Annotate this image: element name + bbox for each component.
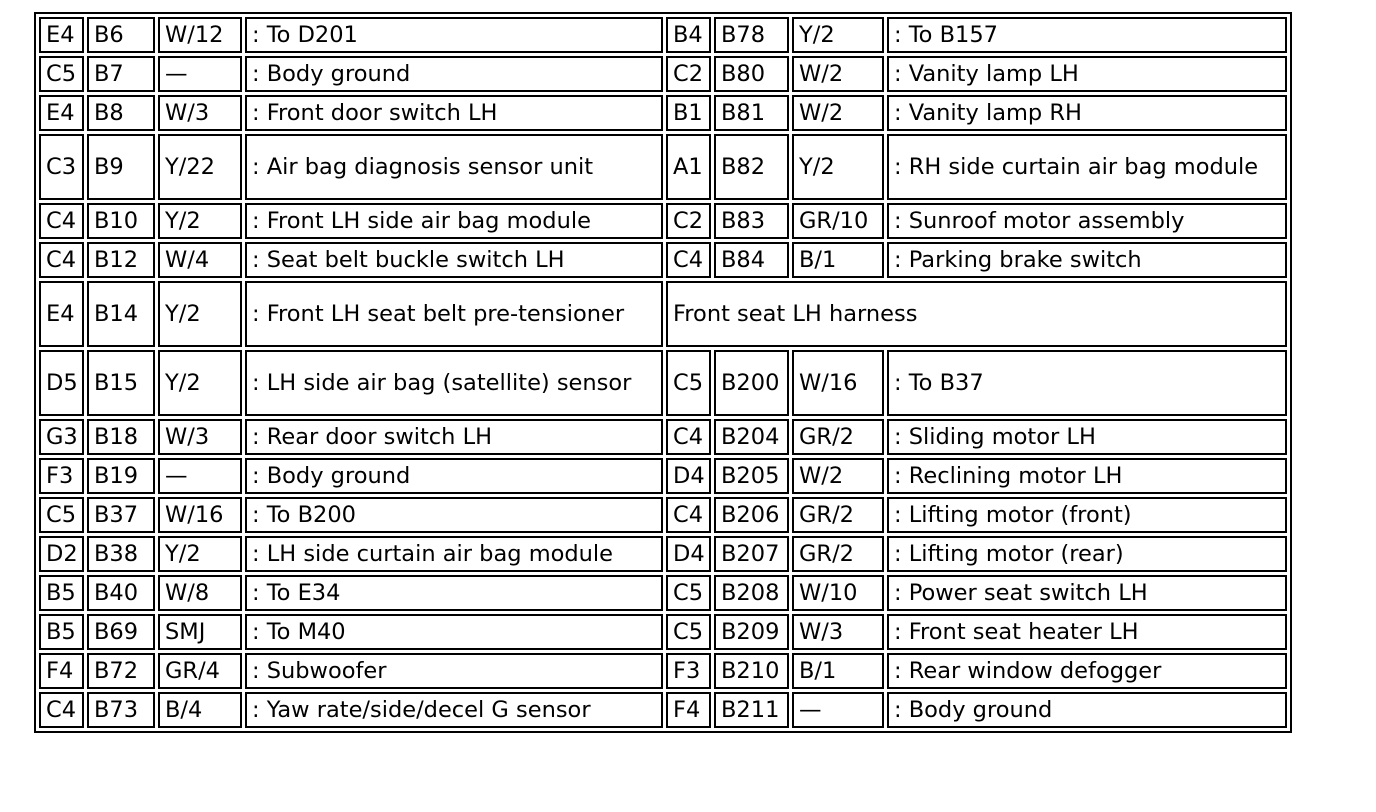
- wire-spec: Y/2: [792, 17, 884, 53]
- grid-location: D5: [39, 350, 84, 416]
- connector-description: : Sunroof motor assembly: [887, 203, 1287, 239]
- connector-id: B18: [87, 419, 155, 455]
- connector-id: B69: [87, 614, 155, 650]
- connector-id: B82: [714, 134, 789, 200]
- connector-description: : Yaw rate/side/decel G sensor: [245, 692, 663, 728]
- table-row: [39, 692, 1287, 728]
- connector-description: : LH side curtain air bag module: [245, 536, 663, 572]
- connector-id: B73: [87, 692, 155, 728]
- connector-id: B83: [714, 203, 789, 239]
- grid-location: C5: [666, 614, 711, 650]
- connector-description: : Front LH side air bag module: [245, 203, 663, 239]
- wire-spec: W/3: [158, 95, 242, 131]
- connector-description: : Body ground: [887, 692, 1287, 728]
- grid-location: C4: [39, 692, 84, 728]
- connector-id: B81: [714, 95, 789, 131]
- wire-spec: W/12: [158, 17, 242, 53]
- grid-location: E4: [39, 281, 84, 347]
- grid-location: D2: [39, 536, 84, 572]
- connector-id: B40: [87, 575, 155, 611]
- grid-location: A1: [666, 134, 711, 200]
- grid-location: B5: [39, 575, 84, 611]
- connector-description: : Air bag diagnosis sensor unit: [245, 134, 663, 200]
- connector-id: B200: [714, 350, 789, 416]
- grid-location: E4: [39, 17, 84, 53]
- connector-table: [34, 12, 1292, 733]
- grid-location: C5: [39, 497, 84, 533]
- connector-description: : To B157: [887, 17, 1287, 53]
- wire-spec: W/3: [158, 419, 242, 455]
- grid-location: D4: [666, 536, 711, 572]
- connector-id: B15: [87, 350, 155, 416]
- table-row: [39, 653, 1287, 689]
- table-row: [39, 614, 1287, 650]
- grid-location: C5: [39, 56, 84, 92]
- grid-location: C4: [39, 242, 84, 278]
- wire-spec: W/8: [158, 575, 242, 611]
- connector-description: : Sliding motor LH: [887, 419, 1287, 455]
- grid-location: F3: [666, 653, 711, 689]
- wire-spec: GR/2: [792, 419, 884, 455]
- wire-spec: B/1: [792, 653, 884, 689]
- table-row: [39, 458, 1287, 494]
- grid-location: G3: [39, 419, 84, 455]
- wire-spec: W/4: [158, 242, 242, 278]
- wire-spec: W/2: [792, 95, 884, 131]
- connector-id: B209: [714, 614, 789, 650]
- table-row: [39, 134, 1287, 200]
- wire-spec: W/10: [792, 575, 884, 611]
- connector-description: : Reclining motor LH: [887, 458, 1287, 494]
- connector-description: : LH side air bag (satellite) sensor: [245, 350, 663, 416]
- table-row: [39, 497, 1287, 533]
- connector-description: : Parking brake switch: [887, 242, 1287, 278]
- connector-description: : Vanity lamp RH: [887, 95, 1287, 131]
- connector-description: : Body ground: [245, 56, 663, 92]
- connector-description: : Body ground: [245, 458, 663, 494]
- connector-id: B210: [714, 653, 789, 689]
- connector-id: B7: [87, 56, 155, 92]
- connector-description: : Lifting motor (rear): [887, 536, 1287, 572]
- connector-description: : Power seat switch LH: [887, 575, 1287, 611]
- table-row: [39, 281, 1287, 347]
- grid-location: C5: [666, 350, 711, 416]
- connector-description: : Rear window defogger: [887, 653, 1287, 689]
- grid-location: C2: [666, 56, 711, 92]
- table-row: [39, 419, 1287, 455]
- connector-description: : To D201: [245, 17, 663, 53]
- wire-spec: B/4: [158, 692, 242, 728]
- table-row: [39, 17, 1287, 53]
- connector-description: : Subwoofer: [245, 653, 663, 689]
- connector-id: B205: [714, 458, 789, 494]
- wire-spec: GR/2: [792, 497, 884, 533]
- connector-description: : To E34: [245, 575, 663, 611]
- table-row: [39, 203, 1287, 239]
- connector-id: B10: [87, 203, 155, 239]
- grid-location: C5: [666, 575, 711, 611]
- connector-description: : Seat belt buckle switch LH: [245, 242, 663, 278]
- table-row: [39, 242, 1287, 278]
- grid-location: B5: [39, 614, 84, 650]
- table-row: [39, 350, 1287, 416]
- grid-location: E4: [39, 95, 84, 131]
- grid-location: F4: [39, 653, 84, 689]
- connector-id: B211: [714, 692, 789, 728]
- connector-description: : Front seat heater LH: [887, 614, 1287, 650]
- connector-description: : To B37: [887, 350, 1287, 416]
- grid-location: C4: [666, 242, 711, 278]
- wire-spec: B/1: [792, 242, 884, 278]
- grid-location: C2: [666, 203, 711, 239]
- wire-spec: GR/10: [792, 203, 884, 239]
- wire-spec: Y/2: [158, 203, 242, 239]
- connector-id: B78: [714, 17, 789, 53]
- grid-location: F3: [39, 458, 84, 494]
- connector-id: B38: [87, 536, 155, 572]
- harness-section-header: Front seat LH harness: [666, 281, 1287, 347]
- connector-id: B72: [87, 653, 155, 689]
- wire-spec: W/2: [792, 458, 884, 494]
- table-row: [39, 575, 1287, 611]
- connector-table-wrapper: [34, 12, 1292, 733]
- connector-description: : Rear door switch LH: [245, 419, 663, 455]
- wire-spec: W/16: [792, 350, 884, 416]
- table-row: [39, 56, 1287, 92]
- connector-id: B84: [714, 242, 789, 278]
- grid-location: B1: [666, 95, 711, 131]
- connector-description: : Vanity lamp LH: [887, 56, 1287, 92]
- wire-spec: W/3: [792, 614, 884, 650]
- connector-id: B8: [87, 95, 155, 131]
- wire-spec: Y/2: [792, 134, 884, 200]
- connector-description: : To B200: [245, 497, 663, 533]
- wire-spec: GR/2: [792, 536, 884, 572]
- connector-description: : Front door switch LH: [245, 95, 663, 131]
- grid-location: C3: [39, 134, 84, 200]
- table-row: [39, 95, 1287, 131]
- connector-description: : To M40: [245, 614, 663, 650]
- grid-location: D4: [666, 458, 711, 494]
- connector-description: : Lifting motor (front): [887, 497, 1287, 533]
- wire-spec: Y/2: [158, 281, 242, 347]
- connector-id: B9: [87, 134, 155, 200]
- connector-id: B208: [714, 575, 789, 611]
- wire-spec: —: [158, 56, 242, 92]
- grid-location: C4: [666, 497, 711, 533]
- connector-id: B80: [714, 56, 789, 92]
- wire-spec: GR/4: [158, 653, 242, 689]
- grid-location: B4: [666, 17, 711, 53]
- connector-id: B204: [714, 419, 789, 455]
- grid-location: F4: [666, 692, 711, 728]
- connector-id: B206: [714, 497, 789, 533]
- connector-id: B14: [87, 281, 155, 347]
- wire-spec: W/2: [792, 56, 884, 92]
- wire-spec: W/16: [158, 497, 242, 533]
- connector-id: B37: [87, 497, 155, 533]
- grid-location: C4: [39, 203, 84, 239]
- table-row: [39, 536, 1287, 572]
- connector-id: B6: [87, 17, 155, 53]
- connector-id: B19: [87, 458, 155, 494]
- wire-spec: Y/22: [158, 134, 242, 200]
- wire-spec: —: [792, 692, 884, 728]
- connector-description: : Front LH seat belt pre-tensioner: [245, 281, 663, 347]
- wire-spec: Y/2: [158, 350, 242, 416]
- wire-spec: Y/2: [158, 536, 242, 572]
- connector-description: : RH side curtain air bag module: [887, 134, 1287, 200]
- grid-location: C4: [666, 419, 711, 455]
- connector-id: B12: [87, 242, 155, 278]
- connector-id: B207: [714, 536, 789, 572]
- wire-spec: SMJ: [158, 614, 242, 650]
- wire-spec: —: [158, 458, 242, 494]
